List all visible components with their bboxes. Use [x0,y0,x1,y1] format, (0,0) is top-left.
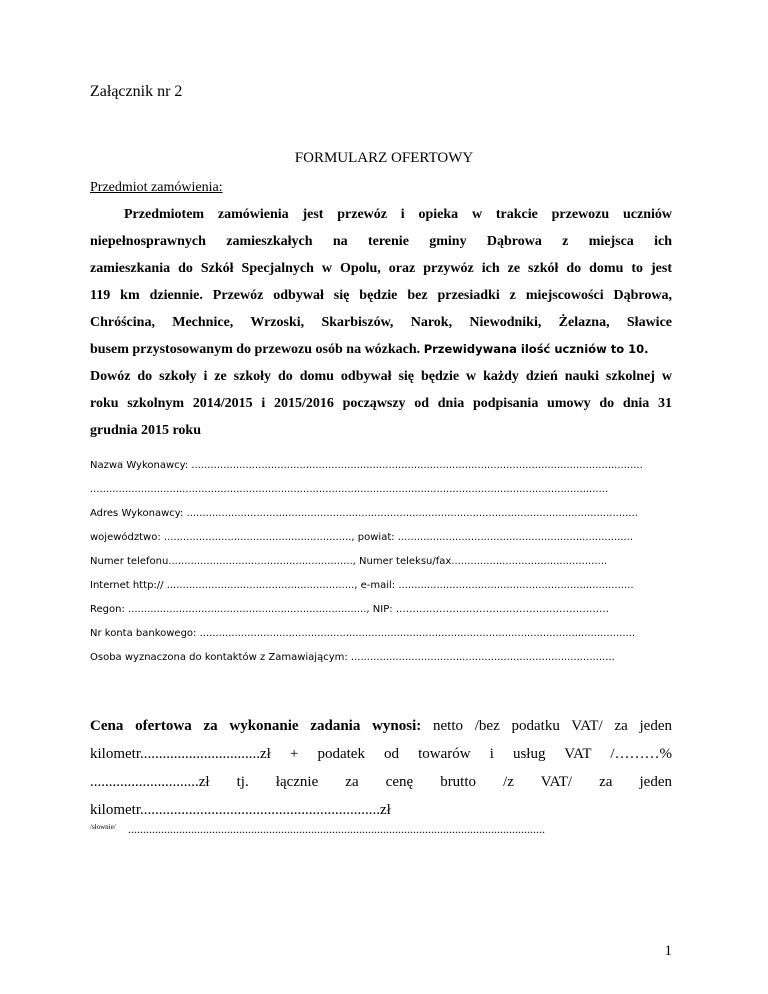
page-number: 1 [664,943,672,959]
contractor-name-field[interactable]: Nazwa Wykonawcy: .............................................................................................................................................. [90,460,643,471]
price-line-rest: netto /bez podatku VAT/ za jeden [421,718,673,734]
contractor-name-field-cont[interactable]: ................................................................................................................................................................... [90,484,609,495]
subject-line: roku szkolnym 2014/2015 i 2015/2016 począwszy od dnia podpisania umowy do dnia 31 [90,396,672,411]
price-line [90,718,672,735]
attachment-label: Załącznik nr 2 [90,83,183,100]
subject-line-part: Przewidywana ilość uczniów to 10. [423,342,649,356]
subject-line: niepełnosprawnych zamieszkałych na terenie gminy Dąbrowa z miejsca ich [90,234,672,249]
voivodeship-county-field[interactable]: województwo: ..........................................................., powiat: .......................................................................... [90,532,634,543]
subject-label: Przedmiot zamówienia: [90,180,223,195]
subject-line: Dowóz do szkoły i ze szkoły do domu odbywał się będzie w każdy dzień nauki szkolnej w [90,369,672,384]
phone-fax-field[interactable]: Numer telefonu.........................................................., Numer teleksu/fax................................................. [90,556,608,567]
in-words-field[interactable]: ........................................................................................................................................... [128,822,545,836]
in-words-label: /słownie/ [90,823,116,831]
subject-line: 119 km dziennie. Przewóz odbywał się będzie bez przesiadki z miejscowości Dąbrowa, [90,288,672,303]
bank-account-field[interactable]: Nr konta bankowego: ......................................................................................................................................... [90,628,636,639]
form-title: FORMULARZ OFERTOWY [294,150,474,166]
price-line: .............................zł tj. łącznie za cenę brutto /z VAT/ za jeden [90,774,672,790]
subject-line-part: busem przystosowanym do przewozu osób na wózkach. [90,342,421,357]
subject-line: Chróścina, Mechnice, Wrzoski, Skarbiszów, Narok, Niewodniki, Żelazna, Sławice [90,315,672,330]
internet-email-field[interactable]: Internet http:// ..........................................................., e-mail: .......................................................................... [90,580,634,591]
price-heading: Cena ofertowa za wykonanie zadania wynosi: [90,718,422,734]
subject-line: zamieszkania do Szkół Specjalnych w Opolu, oraz przywóz ich ze szkół do domu to jest [90,261,672,276]
price-line: kilometr................................................................zł [90,802,391,818]
price-line: kilometr................................zł + podatek od towarów i usług VAT /………% [90,746,672,762]
subject-line: Przedmiotem zamówienia jest przewóz i opieka w trakcie przewozu uczniów [124,207,672,222]
regon-nip-field[interactable]: Regon: ..........................................................................., NIP: ………………………………………………………. [90,604,609,615]
subject-line [90,342,672,358]
contact-person-field[interactable]: Osoba wyznaczona do kontaktów z Zamawiającym: ................................................................................... [90,652,615,663]
contractor-address-field[interactable]: Adres Wykonawcy: .............................................................................................................................................. [90,508,638,519]
subject-line: grudnia 2015 roku [90,423,201,438]
